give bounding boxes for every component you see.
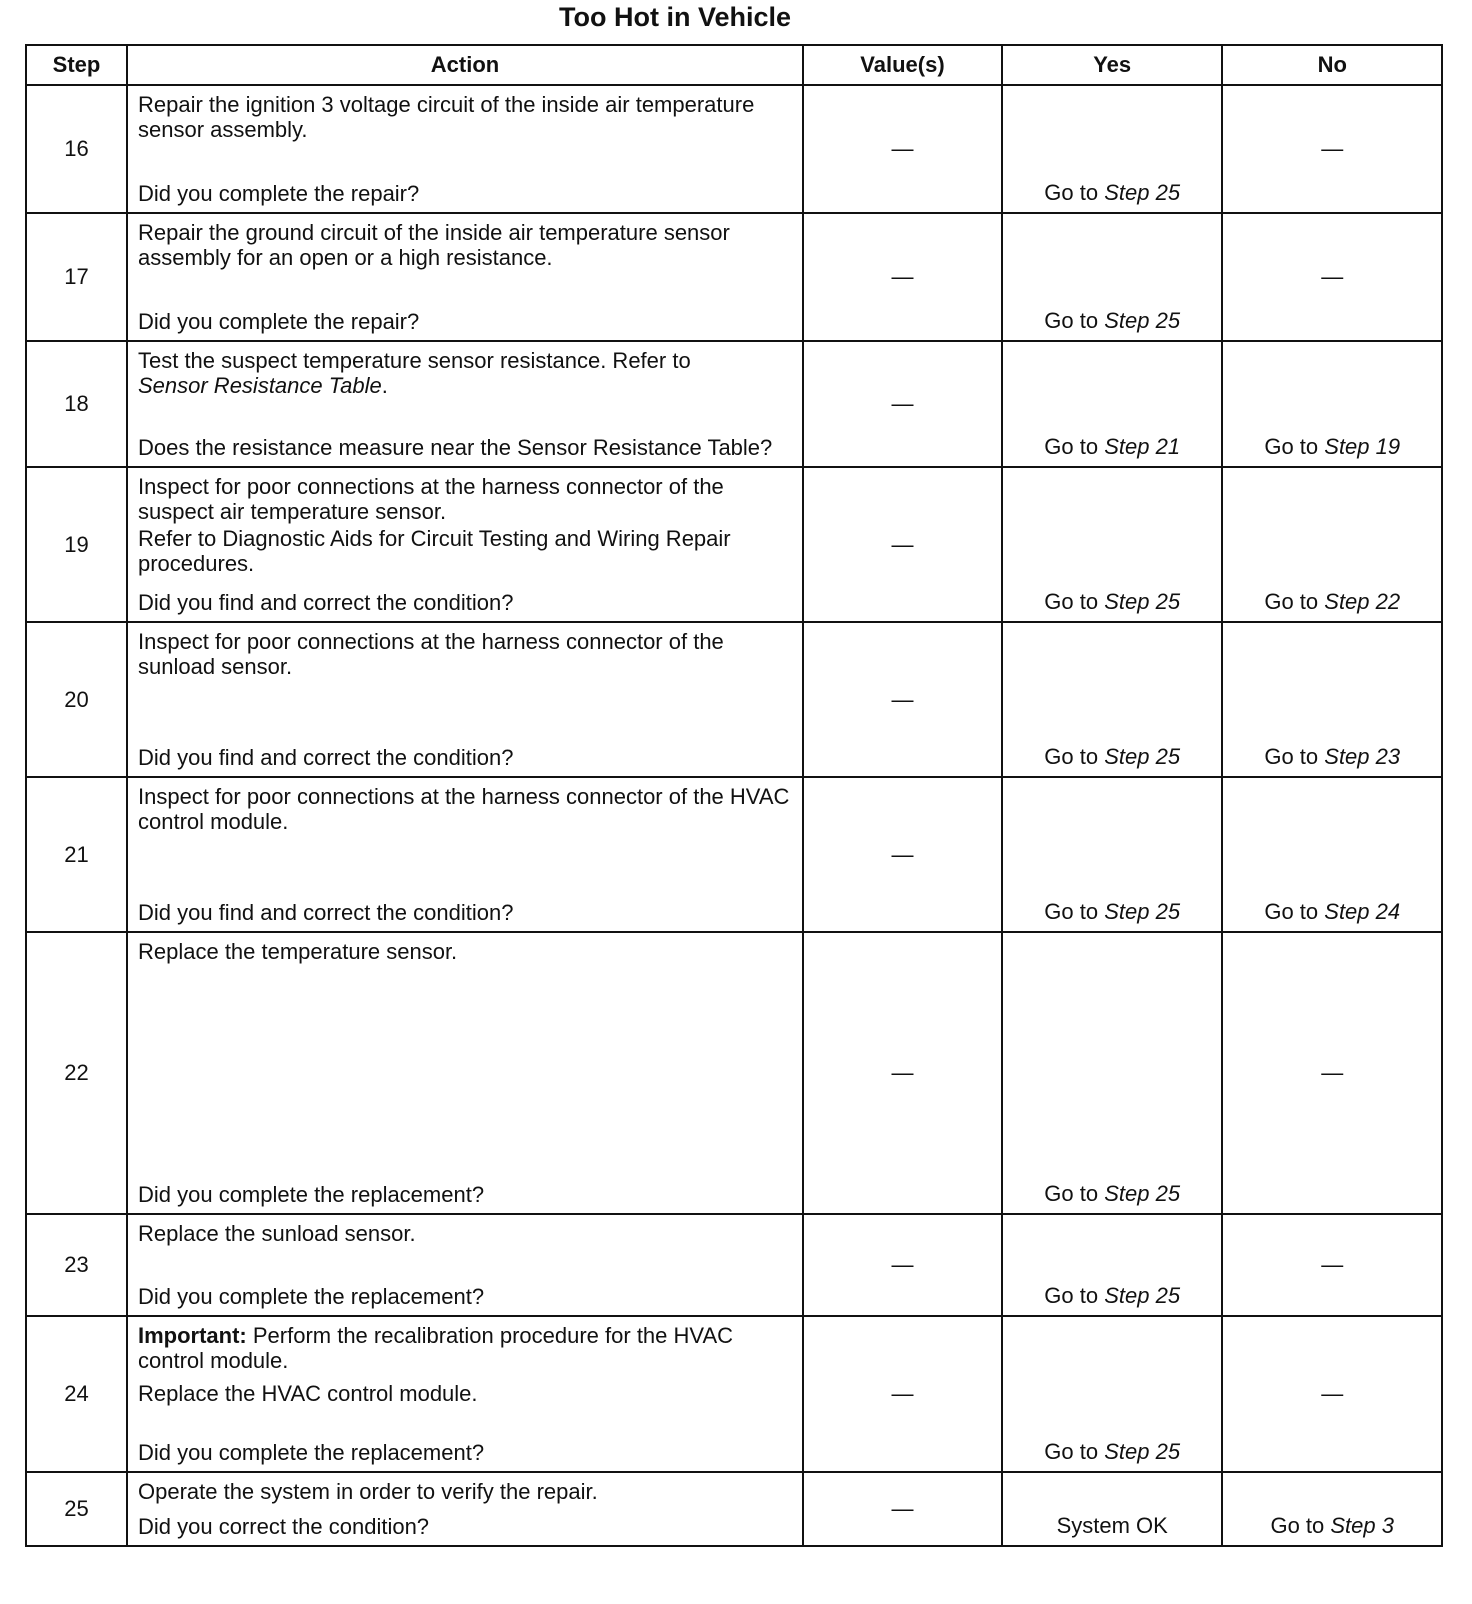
action-question: Did you complete the repair? (137, 309, 420, 334)
table-row (26, 341, 1442, 467)
table-row (26, 1214, 1442, 1316)
table-row (26, 622, 1442, 777)
action-note: Refer to Diagnostic Aids for Circuit Testing and Wiring Repair procedures. (137, 526, 731, 576)
action-question: Did you find and correct the condition? (137, 900, 514, 925)
yes-cell: Go to Step 25 (1002, 622, 1223, 777)
yes-step-link[interactable]: Step 25 (1104, 1439, 1181, 1464)
action-cell (127, 932, 803, 1214)
action-text: Repair the ignition 3 voltage circuit of the inside air temperature sensor assembly. (137, 92, 755, 142)
step-number: 16 (26, 85, 127, 213)
yes-step-link[interactable]: Step 25 (1104, 589, 1181, 614)
step-number: 20 (26, 622, 127, 777)
action-question: Did you complete the replacement? (137, 1284, 485, 1309)
action-cell (127, 467, 803, 622)
yes-step-link[interactable]: Step 25 (1104, 1283, 1181, 1308)
value-cell: — (803, 1472, 1002, 1546)
yes-cell: Go to Step 25 (1002, 1214, 1223, 1316)
no-cell: Go to Step 24 (1222, 777, 1442, 932)
diagnostic-table (25, 44, 1443, 1547)
no-step-link[interactable]: Step 23 (1324, 744, 1401, 769)
yes-cell: Go to Step 25 (1002, 467, 1223, 622)
action-cell (127, 1316, 803, 1472)
action-cell (127, 213, 803, 341)
action-text: Test the suspect temperature sensor resistance. Refer to Sensor Resistance Table. (137, 348, 691, 398)
value-cell: — (803, 1214, 1002, 1316)
important-label: Important: (137, 1323, 247, 1348)
action-question: Did you find and correct the condition? (137, 745, 514, 770)
yes-cell: Go to Step 25 (1002, 932, 1223, 1214)
yes-step-link[interactable]: Step 25 (1104, 899, 1181, 924)
yes-cell: Go to Step 25 (1002, 777, 1223, 932)
step-number: 19 (26, 467, 127, 622)
yes-cell: Go to Step 25 (1002, 1316, 1223, 1472)
action-cell (127, 777, 803, 932)
no-step-link[interactable]: Step 22 (1324, 589, 1401, 614)
action-question: Did you complete the repair? (137, 181, 420, 206)
step-number: 25 (26, 1472, 127, 1546)
no-step-link[interactable]: Step 19 (1324, 434, 1401, 459)
action-note: Replace the HVAC control module. (137, 1381, 478, 1406)
table-row (26, 85, 1442, 213)
yes-step-link[interactable]: Step 25 (1104, 308, 1181, 333)
action-text: Replace the sunload sensor. (137, 1221, 416, 1246)
no-cell: Go to Step 23 (1222, 622, 1442, 777)
action-question: Does the resistance measure near the Sensor Resistance Table? (137, 435, 773, 460)
value-cell: — (803, 213, 1002, 341)
table-row (26, 213, 1442, 341)
action-cell (127, 622, 803, 777)
header-action: Action (127, 45, 803, 85)
page-title: Too Hot in Vehicle (558, 2, 792, 32)
header-row (26, 45, 1442, 85)
yes-cell: System OK (1002, 1472, 1223, 1546)
no-step-link[interactable]: Step 3 (1330, 1513, 1394, 1538)
table-row (26, 1472, 1442, 1546)
step-number: 22 (26, 932, 127, 1214)
no-cell: — (1222, 213, 1442, 341)
action-text: Operate the system in order to verify the repair. (137, 1479, 598, 1504)
action-cell (127, 1472, 803, 1546)
action-text: Important: Perform the recalibration procedure for the HVAC control module. (137, 1323, 734, 1373)
yes-step-link[interactable]: Step 25 (1104, 744, 1181, 769)
table-row (26, 467, 1442, 622)
value-cell: — (803, 341, 1002, 467)
value-cell: — (803, 1316, 1002, 1472)
value-cell: — (803, 85, 1002, 213)
no-cell: Go to Step 3 (1222, 1472, 1442, 1546)
step-number: 18 (26, 341, 127, 467)
yes-step-link[interactable]: Step 21 (1104, 434, 1181, 459)
reference-link[interactable]: Sensor Resistance Table (137, 373, 382, 398)
yes-cell: Go to Step 25 (1002, 85, 1223, 213)
value-cell: — (803, 622, 1002, 777)
yes-cell: Go to Step 21 (1002, 341, 1223, 467)
action-question: Did you complete the replacement? (137, 1182, 485, 1207)
action-text: Inspect for poor connections at the harness connector of the sunload sensor. (137, 629, 724, 679)
header-yes: Yes (1002, 45, 1223, 85)
no-cell: — (1222, 932, 1442, 1214)
no-cell: Go to Step 19 (1222, 341, 1442, 467)
header-no: No (1222, 45, 1442, 85)
step-number: 17 (26, 213, 127, 341)
header-step: Step (26, 45, 127, 85)
action-text: Replace the temperature sensor. (137, 939, 458, 964)
value-cell: — (803, 467, 1002, 622)
action-cell (127, 341, 803, 467)
table-row (26, 777, 1442, 932)
table-row (26, 932, 1442, 1214)
yes-cell: Go to Step 25 (1002, 213, 1223, 341)
yes-step-link[interactable]: Step 25 (1104, 180, 1181, 205)
no-cell: — (1222, 1316, 1442, 1472)
action-text: Repair the ground circuit of the inside air temperature sensor assembly for an open or a high resistance. (137, 220, 730, 270)
action-text: Inspect for poor connections at the harness connector of the suspect air temperature sensor. (137, 474, 724, 524)
action-question: Did you complete the replacement? (137, 1440, 485, 1465)
action-cell (127, 1214, 803, 1316)
header-value: Value(s) (803, 45, 1002, 85)
step-number: 23 (26, 1214, 127, 1316)
value-cell: — (803, 777, 1002, 932)
table-row (26, 1316, 1442, 1472)
value-cell: — (803, 932, 1002, 1214)
no-step-link[interactable]: Step 24 (1324, 899, 1401, 924)
step-number: 24 (26, 1316, 127, 1472)
no-cell: Go to Step 22 (1222, 467, 1442, 622)
action-question: Did you correct the condition? (137, 1514, 430, 1539)
no-cell: — (1222, 85, 1442, 213)
yes-step-link[interactable]: Step 25 (1104, 1181, 1181, 1206)
action-text: Inspect for poor connections at the harness connector of the HVAC control module. (137, 784, 790, 834)
no-cell: — (1222, 1214, 1442, 1316)
step-number: 21 (26, 777, 127, 932)
action-question: Did you find and correct the condition? (137, 590, 514, 615)
action-cell (127, 85, 803, 213)
